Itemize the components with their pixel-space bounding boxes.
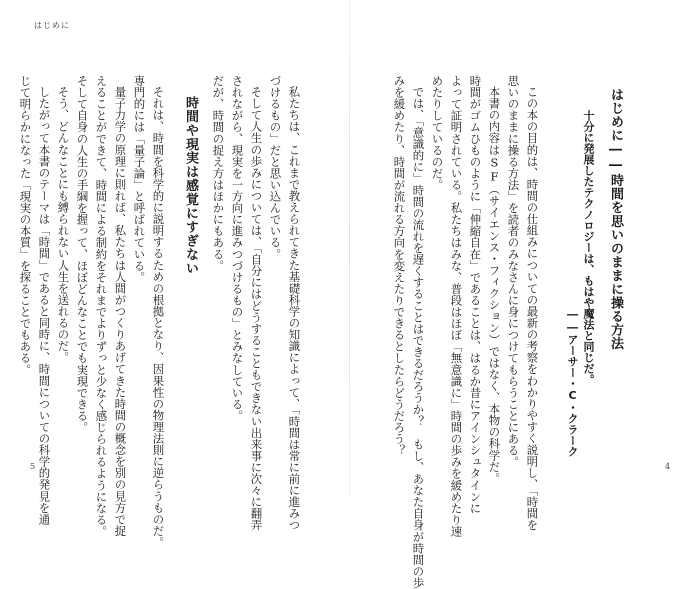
- body-line: そして人生の歩みについては、「自分にはどうすることもできない出来事に次々に翻弄: [249, 86, 264, 531]
- running-head: はじめに: [34, 21, 70, 30]
- epigraph-attribution: ――アーサー・C・クラーク: [566, 308, 579, 457]
- page-number-left: 5: [30, 462, 36, 471]
- body-line: そして自身の人生の手綱を握って、ほぼどんなことでも実現できる。: [75, 75, 90, 434]
- body-line: だが、時間の捉え方はほかにもある。: [211, 75, 226, 272]
- body-line: 量子力学の原理に則れば、私たちは人間がつくりあげてきた時間の概念を別の見方で捉: [113, 86, 128, 537]
- body-line: じて明らかになった「現実の本質」を探ることでもある。: [18, 75, 33, 376]
- page-gutter: [349, 0, 350, 496]
- epigraph-quote: 十分に発展したテクノロジーは、もはや魔法と同じだ。: [582, 110, 595, 385]
- body-line: 時間がゴムひものように「伸縮自在」であることは、はるか昔にアインシュタインに: [468, 75, 483, 514]
- body-line: そう、どんなことにも縛られない人生を送れるのだ。: [56, 86, 71, 364]
- body-line: 私たちは、これまで教えられてきた基礎科学の知識によって、「時間は常に前に進みつ: [287, 86, 302, 531]
- page-number-right: 4: [665, 462, 671, 471]
- body-line: よって証明されている。私たちはみな、普段はほぼ「無意識に」時間の歩みを緩めたり速: [449, 75, 464, 537]
- section-heading: 時間や現実は感覚にすぎない: [183, 96, 198, 276]
- body-line: 思いのままに操る方法」を読者のみなさんに身につけてもらうことにある。: [506, 75, 521, 468]
- body-line: 本書の内容はSF（サイエンス・フィクション）ではなく、本物の科学だ。: [487, 86, 502, 484]
- chapter-title: はじめに――時間を思いのままに操る方法: [608, 88, 623, 351]
- body-line: それは、時間を科学的に説明するための根拠となり、因果性の物理法則に逆らうものだ。: [151, 86, 166, 548]
- body-line: えることができて、時間による制約をそれまでよりずっと少なく感じられるようになる。: [94, 75, 109, 537]
- body-line: されながら、現実を一方向に進みつづけるもの」とみなしている。: [230, 75, 245, 422]
- body-line: みを緩めたり、時間が流れる方向を変えたりできるとしたらどうだろう？: [392, 75, 407, 457]
- body-line: 専門的には「量子論」と呼ばれている。: [132, 75, 147, 283]
- body-line: めたりしているのだ。: [430, 75, 445, 191]
- body-line: したがって本書のテーマは「時間」であると同時に、時間についての科学的発見を通: [37, 86, 52, 525]
- body-line: では、「意識的に」時間の流れを遅くすることはできるだろうか？ もし、あなた自身が時間の歩: [411, 86, 426, 589]
- body-line: づけるもの」だと思い込んでいる。: [268, 75, 283, 260]
- body-line: この本の目的は、時間の仕組みについての最新の考察をわかりやすく説明し、「時間を: [525, 86, 540, 531]
